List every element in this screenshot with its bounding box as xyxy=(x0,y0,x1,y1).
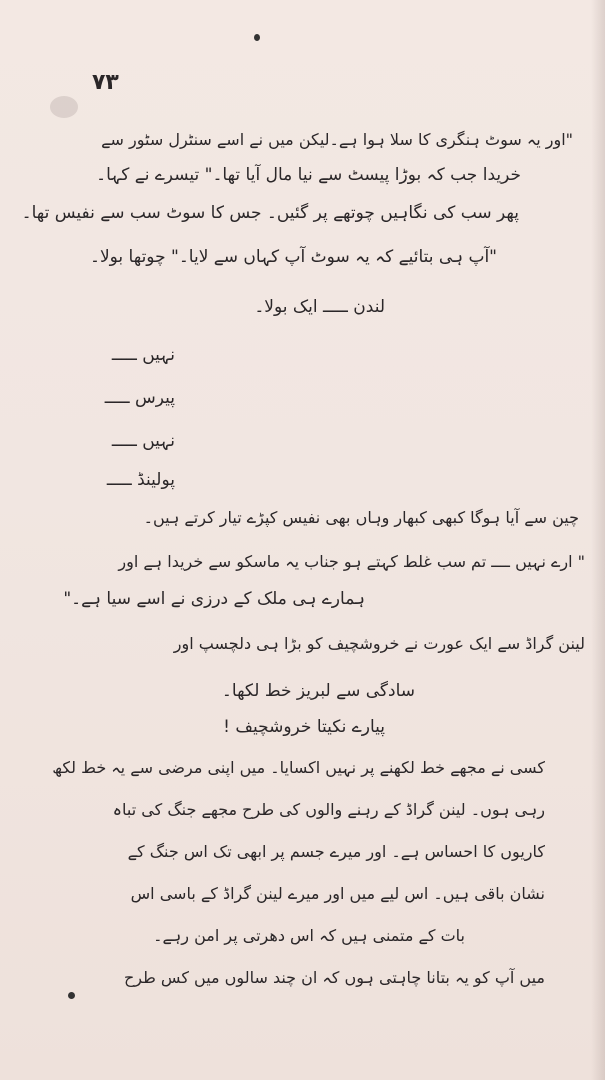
ink-dot xyxy=(254,34,260,41)
text-line: بات کے متمنی ہیں کہ اس دھرتی پر امن رہے۔ xyxy=(153,926,465,945)
text-line: "اور یہ سوٹ ہنگری کا سلا ہوا ہے۔لیکن میں نے اسے سنٹرل سٹور سے xyxy=(101,130,573,149)
text-line: پھر سب کی نگاہیں چوتھے پر گئیں۔ جس کا سوٹ سب سے نفیس تھا۔ xyxy=(21,203,519,223)
text-line: لندن ـــــ ایک بولا۔ xyxy=(254,297,385,317)
text-line: پولینڈ ـــــ xyxy=(106,470,175,490)
text-line: کاریوں کا احساس ہے۔ اور میرے جسم پر ابھی تک اس جنگ کے xyxy=(127,842,545,861)
text-line: چین سے آیا ہوگا کبھی کبھار وہاں بھی نفیس کپڑے تیار کرتے ہیں۔ xyxy=(143,508,579,527)
ink-dot xyxy=(68,992,75,999)
text-line: نہیں ـــــ xyxy=(111,431,175,451)
text-line: ہمارے ہی ملک کے درزی نے اسے سیا ہے۔" xyxy=(63,589,365,609)
paper-stain xyxy=(50,96,78,118)
text-line: پیارے نکیتا خروشچیف ! xyxy=(223,717,385,737)
text-line: میں آپ کو یہ بتانا چاہتی ہوں کہ ان چند سالوں میں کس طرح xyxy=(123,968,545,987)
text-line: "آپ ہی بتائیے کہ یہ سوٹ آپ کہاں سے لایا۔" چوتھا بولا۔ xyxy=(89,247,497,267)
page-edge-shadow xyxy=(591,0,605,1080)
text-line: نہیں ـــــ xyxy=(111,345,175,365)
text-line: نشان باقی ہیں۔ اس لیے میں اور میرے لینن گراڈ کے باسی اس xyxy=(130,884,545,903)
text-line: لینن گراڈ سے ایک عورت نے خروشچیف کو بڑا ہی دلچسپ اور xyxy=(173,634,585,653)
text-line: " ارے نہیں ــــ تم سب غلط کہتے ہو جناب یہ ماسکو سے خریدا ہے اور xyxy=(118,552,585,571)
text-line: خریدا جب کہ بوڑا پیسٹ سے نیا مال آیا تھا۔" تیسرے نے کہا۔ xyxy=(96,165,521,185)
page-number: ۷۳ xyxy=(92,70,119,95)
text-line: پیرس ـــــ xyxy=(104,388,175,408)
text-line: رہی ہوں۔ لینن گراڈ کے رہنے والوں کی طرح مجھے جنگ کی تباہ xyxy=(112,800,545,819)
text-line: کسی نے مجھے خط لکھنے پر نہیں اکسایا۔ میں اپنی مرضی سے یہ خط لکھ xyxy=(52,758,545,777)
text-line: سادگی سے لبریز خط لکھا۔ xyxy=(221,681,415,701)
